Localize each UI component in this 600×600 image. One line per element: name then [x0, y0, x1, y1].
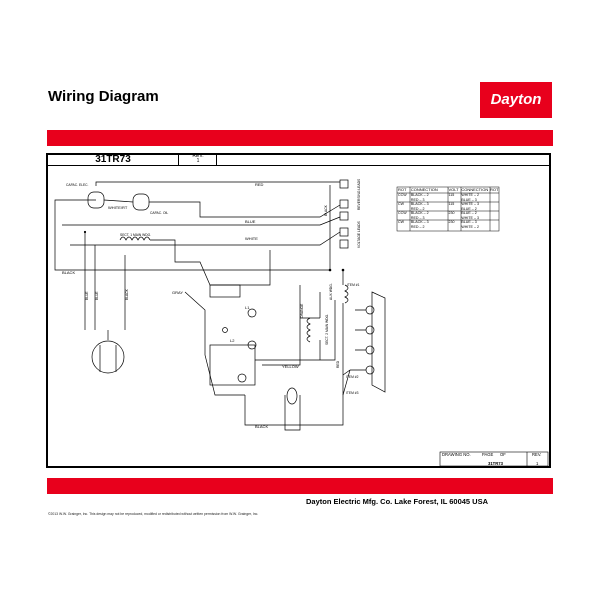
wire-label-blue-vert-2: BLUE: [95, 291, 99, 300]
wire-label-white-rt: WHITE/RT: [108, 205, 128, 210]
connection-table: [398, 187, 498, 192]
table-header: ROT: [490, 187, 499, 192]
rev-value: 1: [536, 461, 539, 466]
table-cell: 230: [448, 211, 455, 215]
table-cell: WHITE – 3: [461, 202, 479, 206]
table-cell: 115: [448, 193, 455, 197]
wire-label-black-bottom: BLACK: [255, 424, 269, 429]
item-1-label: ITEM #1: [347, 283, 360, 287]
wire-label-blue: BLUE: [245, 219, 256, 224]
table-header: CONNECTION: [410, 187, 438, 192]
bottom-red-bar: [47, 478, 553, 494]
l1-label: L1: [245, 305, 250, 310]
table-cell: CCW: [398, 193, 407, 197]
table-cell: [490, 225, 498, 230]
reversing-leads-label: REVERSING LEADS: [357, 178, 361, 210]
drawing-no-label: DRAWING NO.: [442, 452, 471, 457]
l2-label: L2: [230, 338, 235, 343]
aux-winding-label: AUX WDG.: [329, 283, 333, 300]
table-cell: 230: [448, 220, 455, 224]
wire-label-blue-vert: BLUE: [85, 291, 89, 300]
table-cell: BLACK – 2: [410, 211, 429, 215]
table-cell: BLUE – 3: [461, 220, 477, 224]
table-cell: RED – 3: [410, 197, 425, 202]
table-cell: BLUE – 2: [461, 211, 477, 215]
capacitor-elec-label: CAPAC. ELEC.: [66, 183, 89, 187]
connection-table-body: [398, 193, 498, 229]
oil-capacitor: [133, 194, 149, 210]
table-cell: RED – 2: [410, 206, 425, 211]
table-cell: WHITE – 3: [461, 215, 479, 220]
brand-logo-text: Dayton: [490, 91, 542, 108]
page-title: Wiring Diagram: [48, 88, 159, 105]
table-cell: RED – 3: [410, 215, 425, 220]
of-label: OF: [500, 452, 506, 457]
table-header: ROT: [398, 187, 407, 192]
table-cell: CW: [398, 220, 404, 224]
page-label: PAGE: [482, 452, 494, 457]
wire-label-white: WHITE: [245, 236, 258, 241]
table-cell: BLACK – 3: [410, 220, 429, 224]
wire-label-orange: ORANGE: [300, 303, 304, 318]
table-cell: CCW: [398, 211, 407, 215]
table-header: CONNECTION: [461, 187, 489, 192]
wire-label-gray: GRAY: [172, 290, 184, 295]
table-cell: BLACK – 3: [410, 202, 429, 206]
table-cell: [398, 225, 411, 230]
table-cell: BLACK – 2: [410, 193, 429, 197]
table-cell: [449, 225, 462, 230]
wire-label-black: BLACK: [62, 270, 76, 275]
table-cell: WHITE – 2: [461, 193, 479, 197]
wire-label-yellow: YELLOW: [282, 364, 299, 369]
company-footer: Dayton Electric Mfg. Co. Lake Forest, IL 60045 USA: [306, 497, 488, 506]
item-3-label: ITEM #3: [346, 391, 359, 395]
rev-header-label: REV.: [192, 153, 204, 159]
wire-label-red-vert: RED: [336, 361, 340, 368]
model-number: 31TR73: [95, 154, 131, 165]
main-winding-label: SECT. 1 MAIN WDG.: [120, 233, 152, 237]
rev-label: REV.: [532, 452, 542, 457]
wire-label-black-vert: BLACK: [125, 289, 129, 300]
item-2-label: ITEM #2: [346, 375, 359, 379]
table-row: [398, 225, 498, 230]
copyright-notice: ©2013 W.W. Grainger, Inc. This design may not be reproduced, modified or redistributed without written permission from W.W. Grainger, Inc.: [48, 512, 259, 516]
connection-table-header: [398, 187, 498, 192]
table-cell: RED – 2: [410, 224, 425, 229]
rev-header-value: 1: [196, 158, 200, 164]
capacitor-oil-label: CAPAC. OIL: [150, 211, 169, 215]
wire-label-red: RED: [255, 182, 264, 187]
wire-label-black-top: BLACK: [324, 205, 328, 216]
table-cell: 115: [448, 202, 455, 206]
voltage-leads-label: VOLTAGE LEADS: [357, 221, 361, 248]
table-cell: BLUE – 3: [461, 197, 477, 202]
table-header: VOLT: [448, 187, 459, 192]
table-cell: BLUE – 2: [461, 206, 477, 211]
drawing-no-value: 31TR73: [488, 461, 503, 466]
table-cell: CW: [398, 202, 404, 206]
main-winding-label-2: SECT. 2 MAIN WDG.: [325, 313, 329, 345]
table-cell: WHITE – 2: [461, 224, 479, 229]
